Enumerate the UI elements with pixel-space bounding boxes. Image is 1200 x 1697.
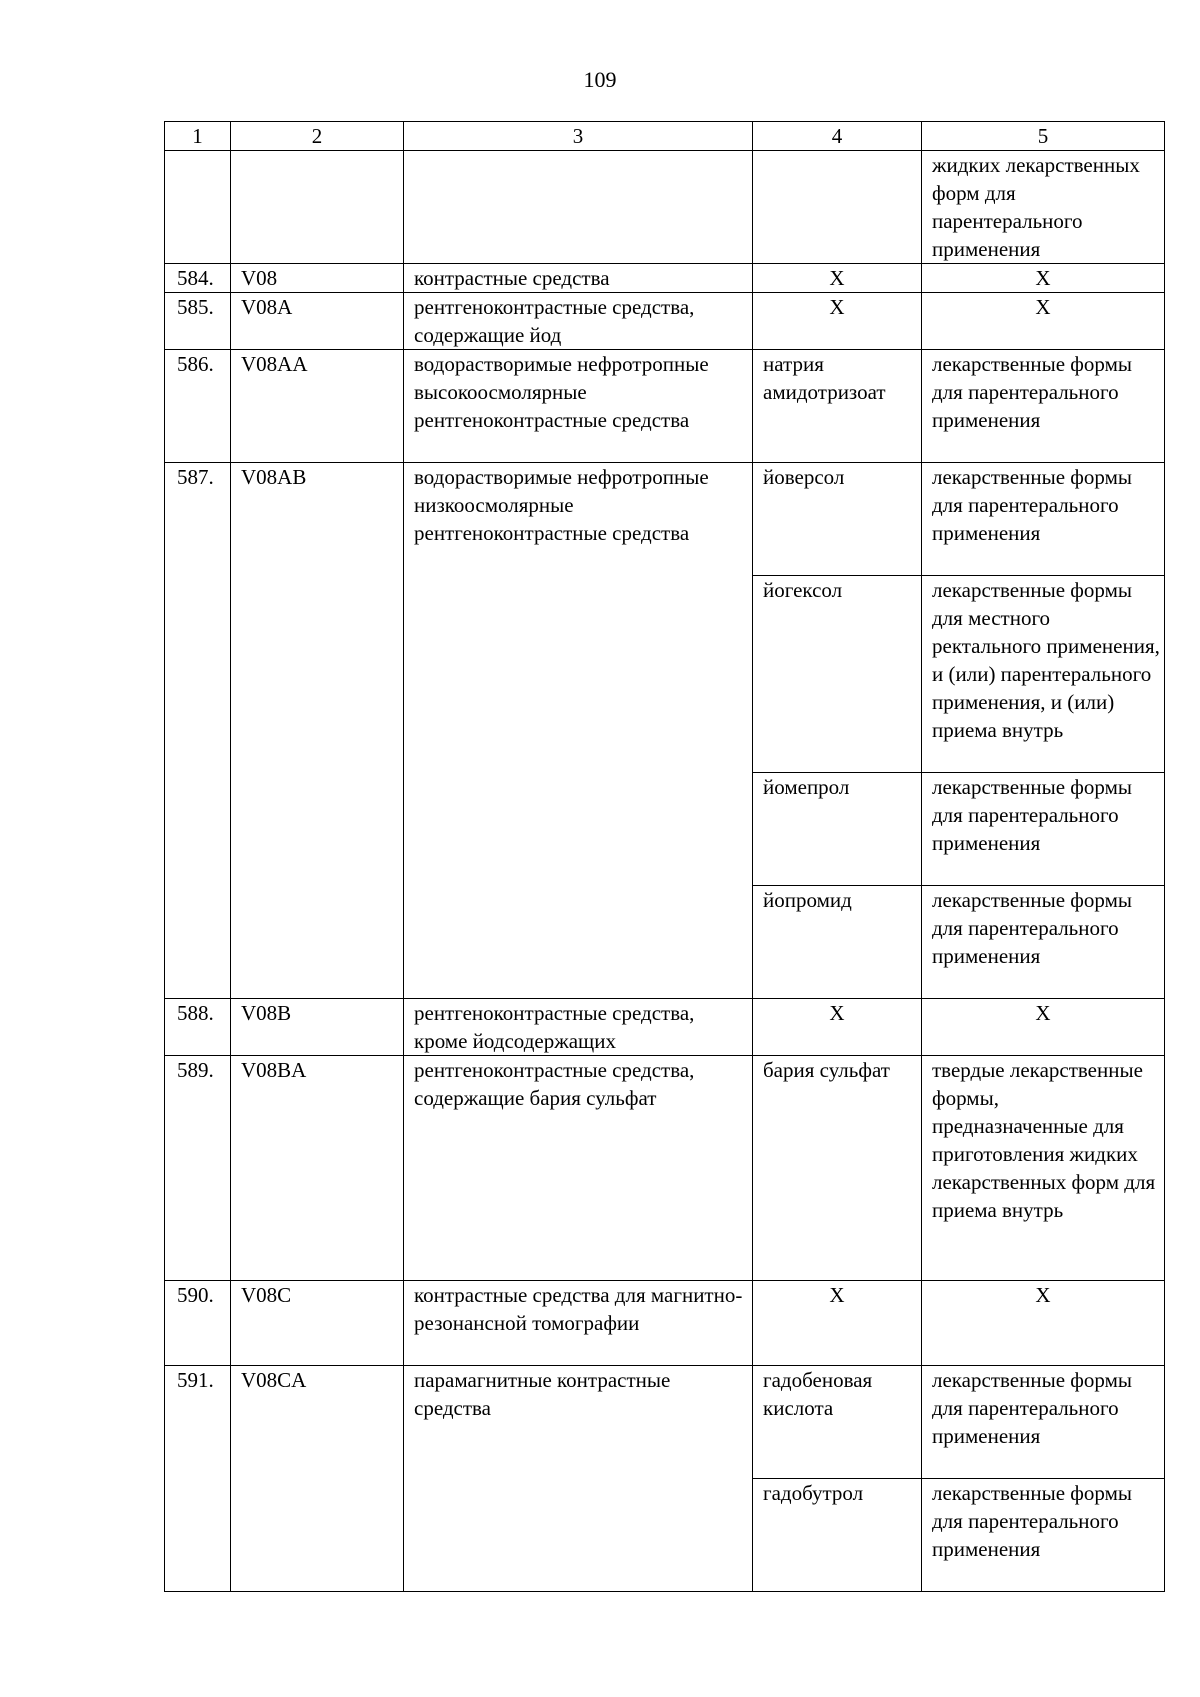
- drug-name: гадобеновая кислота: [753, 1366, 922, 1479]
- group-name: парамагнитные контрастные средства: [404, 1366, 753, 1592]
- continuation-row: [165, 151, 1165, 264]
- header-col-4: 4: [753, 122, 922, 151]
- dosage-form: лекарственные формы для парентерального применения: [922, 463, 1165, 576]
- group-name: контрастные средства для магнитно-резонансной томографии: [404, 1281, 753, 1366]
- row-number: 591.: [165, 1366, 231, 1592]
- drug-name: йопромид: [753, 886, 922, 999]
- continuation-drug: [753, 151, 922, 264]
- table-row: [165, 1366, 1165, 1479]
- dosage-form: лекарственные формы для парентерального применения: [922, 886, 1165, 999]
- drug-table: [164, 121, 1165, 1592]
- row-number: 587.: [165, 463, 231, 999]
- atc-code: V08C: [231, 1281, 404, 1366]
- atc-code: V08B: [231, 999, 404, 1056]
- header-col-2: 2: [231, 122, 404, 151]
- continuation-num: [165, 151, 231, 264]
- atc-code: V08A: [231, 293, 404, 350]
- row-number: 584.: [165, 264, 231, 293]
- header-col-5: 5: [922, 122, 1165, 151]
- group-name: водорастворимые нефротропные высокоосмолярные рентгеноконтрастные средства: [404, 350, 753, 463]
- drug-name: Х: [753, 293, 922, 350]
- group-name: контрастные средства: [404, 264, 753, 293]
- drug-name: йоверсол: [753, 463, 922, 576]
- row-number: 588.: [165, 999, 231, 1056]
- table-row: [165, 1056, 1165, 1281]
- drug-name: бария сульфат: [753, 1056, 922, 1281]
- table-row: [165, 264, 1165, 293]
- drug-name: йомепрол: [753, 773, 922, 886]
- dosage-form: лекарственные формы для парентерального применения: [922, 350, 1165, 463]
- continuation-code: [231, 151, 404, 264]
- drug-name: йогексол: [753, 576, 922, 773]
- row-number: 585.: [165, 293, 231, 350]
- group-name: рентгеноконтрастные средства, содержащие бария сульфат: [404, 1056, 753, 1281]
- row-number: 586.: [165, 350, 231, 463]
- table-row: [165, 350, 1165, 463]
- drug-name: гадобутрол: [753, 1479, 922, 1592]
- continuation-form: жидких лекарственных форм для парентерального применения: [922, 151, 1165, 264]
- drug-name: Х: [753, 1281, 922, 1366]
- dosage-form: лекарственные формы для парентерального применения: [922, 773, 1165, 886]
- group-name: рентгеноконтрастные средства, кроме йодсодержащих: [404, 999, 753, 1056]
- dosage-form: твердые лекарственные формы, предназначенные для приготовления жидких лекарственных форм для приема внутрь: [922, 1056, 1165, 1281]
- row-number: 590.: [165, 1281, 231, 1366]
- dosage-form: Х: [922, 1281, 1165, 1366]
- drug-name: натрия амидотризоат: [753, 350, 922, 463]
- row-number: 589.: [165, 1056, 231, 1281]
- table-row: [165, 999, 1165, 1056]
- group-name: рентгеноконтрастные средства, содержащие йод: [404, 293, 753, 350]
- dosage-form: Х: [922, 264, 1165, 293]
- table-row: [165, 1281, 1165, 1366]
- atc-code: V08: [231, 264, 404, 293]
- dosage-form: Х: [922, 293, 1165, 350]
- drug-name: Х: [753, 264, 922, 293]
- dosage-form: Х: [922, 999, 1165, 1056]
- dosage-form: лекарственные формы для парентерального применения: [922, 1479, 1165, 1592]
- dosage-form: лекарственные формы для местного ректального применения, и (или) парентерального применения, и (или) приема внутрь: [922, 576, 1165, 773]
- atc-code: V08BA: [231, 1056, 404, 1281]
- drug-name: Х: [753, 999, 922, 1056]
- continuation-group: [404, 151, 753, 264]
- dosage-form: лекарственные формы для парентерального применения: [922, 1366, 1165, 1479]
- header-col-1: 1: [165, 122, 231, 151]
- page-number: 109: [583, 67, 617, 92]
- table-header-row: [165, 122, 1165, 151]
- table-row: [165, 463, 1165, 576]
- header-col-3: 3: [404, 122, 753, 151]
- table-row: [165, 293, 1165, 350]
- atc-code: V08AB: [231, 463, 404, 999]
- group-name: водорастворимые нефротропные низкоосмолярные рентгеноконтрастные средства: [404, 463, 753, 999]
- atc-code: V08AA: [231, 350, 404, 463]
- atc-code: V08CA: [231, 1366, 404, 1592]
